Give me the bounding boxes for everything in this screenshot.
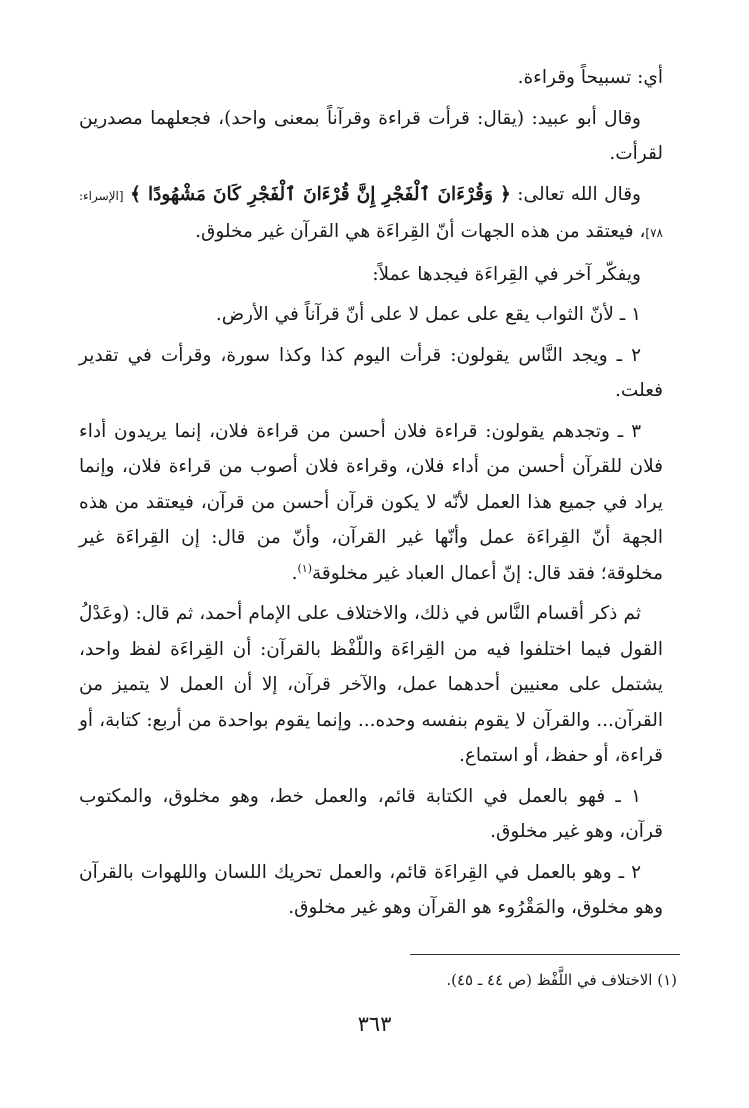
paragraph-5: ٢ ـ ويجد النَّاس يقولون: قرأت اليوم كذا وكذا سورة، وقرأت في تقدير فعلت.	[79, 344, 663, 401]
paragraph-7: ثم ذكر أقسام النَّاس في ذلك، والاختلاف على الإمام أحمد، ثم قال: (وعَدْلُ القول فيما اختلفوا فيه من القِراءَة واللّفْظ بالقرآن: أن القِراءَة لفظ واحد، يشتمل على معنيين أحدهما عمل، والآخر قرآن، إلا أن العمل لا يتميز من القرآن... والقرآن لا يقوم بنفسه وحده... وإنما يقوم بواحدة من أربع: كتابة، أو قراءة، أو حفظ، أو استماع.	[79, 603, 663, 766]
paragraph-3: ويفكّر آخر في القِراءَة فيجدها عملاً:	[372, 263, 641, 285]
verse-followup: فيعتقد من هذه الجهات أنّ القِراءَة هي القرآن غير مخلوق.	[195, 221, 634, 242]
paragraph-8: ١ ـ فهو بالعمل في الكتابة قائم، والعمل خط، وهو مخلوق، والمكتوب قرآن، وهو غير مخلوق.	[79, 785, 663, 842]
verse-paragraph: وقال الله تعالى: ﴿ وَقُرْءَانَ ٱلْفَجْرِ إِنَّ قُرْءَانَ ٱلْفَجْرِ كَانَ مَشْهُودًا ﴾ [الإسراء: ٧٨]، فيعتقد من هذه الجهات أنّ القِراءَة هي القرآن غير مخلوق.	[79, 183, 663, 242]
paragraph-1: أي: تسبيحاً وقراءة.	[517, 67, 663, 88]
footnote-marker: (١)	[297, 561, 312, 575]
main-text	[79, 60, 663, 931]
verse-intro: وقال الله تعالى:	[517, 183, 641, 205]
footnote-divider	[410, 954, 680, 955]
sentence-end: .	[291, 562, 298, 584]
page-number: ٣٦٣	[357, 1012, 392, 1036]
verse-reference: [الإسراء: ٧٨]	[79, 188, 663, 240]
paragraph-6-text: ٣ ـ وتجدهم يقولون: قراءة فلان أحسن من قراءة فلان، إنما يريدون أداء فلان للقرآن أحسن من أداء فلان، وقراءة فلان أصوب من قراءة فلان، وإنما يراد في جميع هذا العمل لأنّه لا يكون قرآن أحسن من قرآن، فيعتقد من هذه الجهة أنّ القِراءَة عمل وأنّها غير القرآن، وأنّ من قال: إن القِراءَة غير مخلوقة؛ فقد قال: إنّ أعمال العباد غير مخلوقة	[79, 420, 663, 584]
quran-verse: ﴿ وَقُرْءَانَ ٱلْفَجْرِ إِنَّ قُرْءَانَ ٱلْفَجْرِ كَانَ مَشْهُودًا ﴾	[130, 183, 511, 205]
footnote: (١) الاختلاف في اللَّفْظ (ص ٤٤ ـ ٤٥).	[446, 971, 677, 989]
paragraph-2: وقال أبو عبيد: (يقال: قرأت قراءة وقرآناً بمعنى واحد)، فجعلهما مصدرين لقرأت.	[79, 107, 663, 164]
paragraph-4: ١ ـ لأنّ الثواب يقع على عمل لا على أنّ قرآناً في الأرض.	[215, 304, 641, 325]
paragraph-9: ٢ ـ وهو بالعمل في القِراءَة قائم، والعمل تحريك اللسان واللهوات بالقرآن وهو مخلوق، والمَقْرُوء هو القرآن وهو غير مخلوق.	[79, 861, 663, 918]
paragraph-6	[79, 414, 663, 592]
